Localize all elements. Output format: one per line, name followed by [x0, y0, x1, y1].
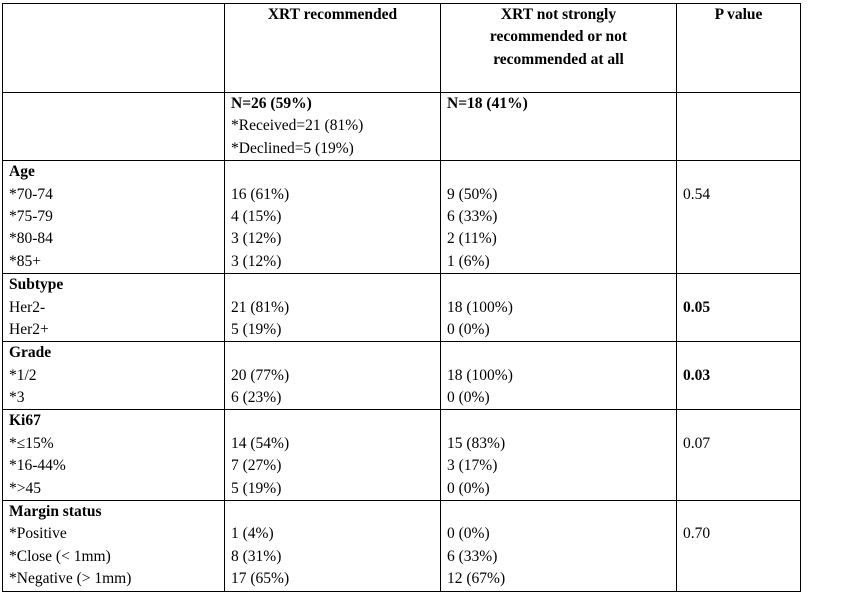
variable-cell [3, 501, 225, 592]
not-recommended-value: 0 (0%) [447, 320, 490, 338]
spacer-line [447, 501, 670, 523]
n-row-p-cell [677, 93, 801, 161]
p-value-cell [677, 342, 801, 410]
not-recommended-cell [441, 342, 677, 410]
recommended-value: 5 (19%) [231, 479, 282, 497]
row-label: *16-44% [9, 457, 66, 475]
row-label: *Close (< 1mm) [9, 547, 111, 565]
row-label: *>45 [9, 479, 41, 497]
recommended-value: 6 (23%) [231, 389, 282, 407]
row-label: *80-84 [9, 230, 53, 248]
not-recommended-value: 18 (100%) [447, 298, 513, 316]
header-p-value: P value [677, 4, 801, 93]
not-recommended-value: 1 (6%) [447, 252, 490, 270]
row-label: *75-79 [9, 207, 53, 225]
section-row [3, 274, 801, 342]
recommended-value: 3 (12%) [231, 252, 282, 270]
spacer-line [447, 342, 670, 364]
variable-cell [3, 274, 225, 342]
recommended-value: 5 (19%) [231, 320, 282, 338]
section-title: Margin status [9, 503, 102, 521]
row-label: *≤15% [9, 434, 54, 452]
p-value: 0.54 [683, 185, 711, 203]
not-recommended-cell [441, 274, 677, 342]
spacer-line [447, 274, 670, 296]
header-row [3, 4, 801, 93]
section-row [3, 501, 801, 592]
recommended-value: 3 (12%) [231, 230, 282, 248]
section-title: Ki67 [9, 412, 41, 430]
n-row [3, 93, 801, 161]
recommended-value: 21 (81%) [231, 298, 290, 316]
not-recommended-value: 0 (0%) [447, 479, 490, 497]
section-row [3, 161, 801, 274]
comparison-table [2, 3, 801, 592]
p-value-cell [677, 501, 801, 592]
p-value: 0.07 [683, 434, 711, 452]
not-recommended-value: 0 (0%) [447, 389, 490, 407]
spacer-line [683, 342, 794, 364]
spacer-line [231, 274, 434, 296]
spacer-line [683, 501, 794, 523]
section-title: Grade [9, 344, 52, 362]
row-label: *Negative (> 1mm) [9, 570, 132, 588]
spacer-line [231, 501, 434, 523]
not-recommended-value: 15 (83%) [447, 434, 506, 452]
variable-cell [3, 161, 225, 274]
row-label: *Positive [9, 525, 67, 543]
section-row [3, 342, 801, 410]
row-label: Her2+ [9, 320, 49, 338]
recommended-value: 16 (61%) [231, 185, 290, 203]
n-row-label-cell [3, 93, 225, 161]
spacer-line [683, 410, 794, 432]
recommended-value: 7 (27%) [231, 457, 282, 475]
variable-cell [3, 342, 225, 410]
row-label: Her2- [9, 298, 46, 316]
spacer-line [231, 410, 434, 432]
p-value: 0.70 [683, 525, 711, 543]
recommended-value: 14 (54%) [231, 434, 290, 452]
recommended-value: 20 (77%) [231, 366, 290, 384]
not-recommended-value: 18 (100%) [447, 366, 513, 384]
not-recommended-value: 2 (11%) [447, 230, 497, 248]
recommended-value: 4 (15%) [231, 207, 282, 225]
header-empty-cell [3, 4, 225, 93]
recommended-value: 17 (65%) [231, 570, 290, 588]
row-label: *1/2 [9, 366, 37, 384]
spacer-line [683, 161, 794, 183]
not-recommended-value: 9 (50%) [447, 185, 498, 203]
spacer-line [683, 274, 794, 296]
p-value-cell [677, 274, 801, 342]
not-recommended-cell [441, 501, 677, 592]
recommended-cell [225, 161, 441, 274]
not-recommended-value: 3 (17%) [447, 457, 498, 475]
not-recommended-cell [441, 161, 677, 274]
variable-cell [3, 410, 225, 501]
spacer-line [447, 161, 670, 183]
n-row-recommended: N=26 (59%) *Received=21 (81%) *Declined=5 (19%) [225, 93, 441, 161]
p-value-cell [677, 161, 801, 274]
recommended-value: 1 (4%) [231, 525, 274, 543]
not-recommended-value: 12 (67%) [447, 570, 506, 588]
spacer-line [447, 410, 670, 432]
recommended-cell [225, 342, 441, 410]
spacer-line [231, 161, 434, 183]
recommended-value: 8 (31%) [231, 547, 282, 565]
not-recommended-value: 6 (33%) [447, 207, 498, 225]
n-row-not-recommended: N=18 (41%) [441, 93, 677, 161]
recommended-cell [225, 501, 441, 592]
header-xrt-not-recommended: XRT not strongly recommended or not recommended at all [441, 4, 677, 93]
recommended-cell [225, 274, 441, 342]
not-recommended-value: 0 (0%) [447, 525, 490, 543]
p-value: 0.03 [683, 366, 711, 384]
not-recommended-value: 6 (33%) [447, 547, 498, 565]
row-label: *3 [9, 389, 25, 407]
recommended-cell [225, 410, 441, 501]
header-xrt-recommended: XRT recommended [225, 4, 441, 93]
not-recommended-cell [441, 410, 677, 501]
row-label: *70-74 [9, 185, 53, 203]
section-row [3, 410, 801, 501]
section-title: Subtype [9, 276, 64, 294]
spacer-line [231, 342, 434, 364]
p-value: 0.05 [683, 298, 711, 316]
row-label: *85+ [9, 252, 41, 270]
section-title: Age [9, 163, 35, 181]
p-value-cell [677, 410, 801, 501]
